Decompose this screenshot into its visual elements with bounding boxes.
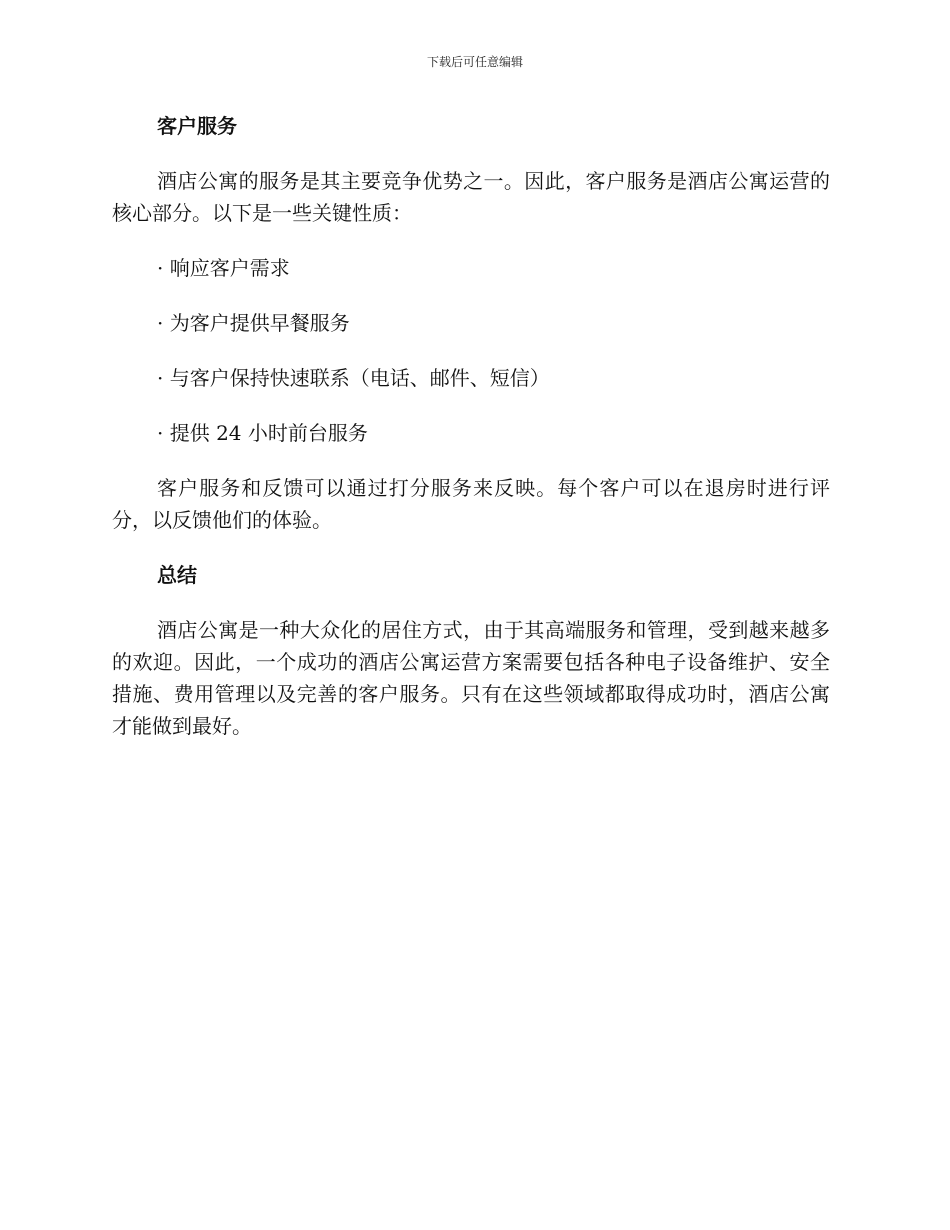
page-header: 下载后可任意编辑 (426, 55, 523, 69)
document-body (112, 110, 830, 765)
section-heading-customer-service: 客户服务 (157, 114, 237, 138)
customer-service-intro-paragraph: 酒店公寓的服务是其主要竞争优势之一。因此，客户服务是酒店公寓运营的核心部分。以下是一些关键性质： (112, 169, 830, 225)
bullet-item: · 与客户保持快速联系（电话、邮件、短信） (157, 366, 550, 390)
section-heading-summary: 总结 (157, 563, 197, 587)
bullet-item: · 响应客户需求 (157, 256, 290, 280)
customer-service-closing-paragraph: 客户服务和反馈可以通过打分服务来反映。每个客户可以在退房时进行评分，以反馈他们的体验。 (112, 476, 830, 532)
bullet-item: · 提供 24 小时前台服务 (157, 421, 368, 445)
summary-paragraph: 酒店公寓是一种大众化的居住方式，由于其高端服务和管理，受到越来越多的欢迎。因此，一个成功的酒店公寓运营方案需要包括各种电子设备维护、安全措施、费用管理以及完善的客户服务。只有在这些领域都取得成功时，酒店公寓才能做到最好。 (112, 618, 830, 738)
bullet-item: · 为客户提供早餐服务 (157, 311, 350, 335)
